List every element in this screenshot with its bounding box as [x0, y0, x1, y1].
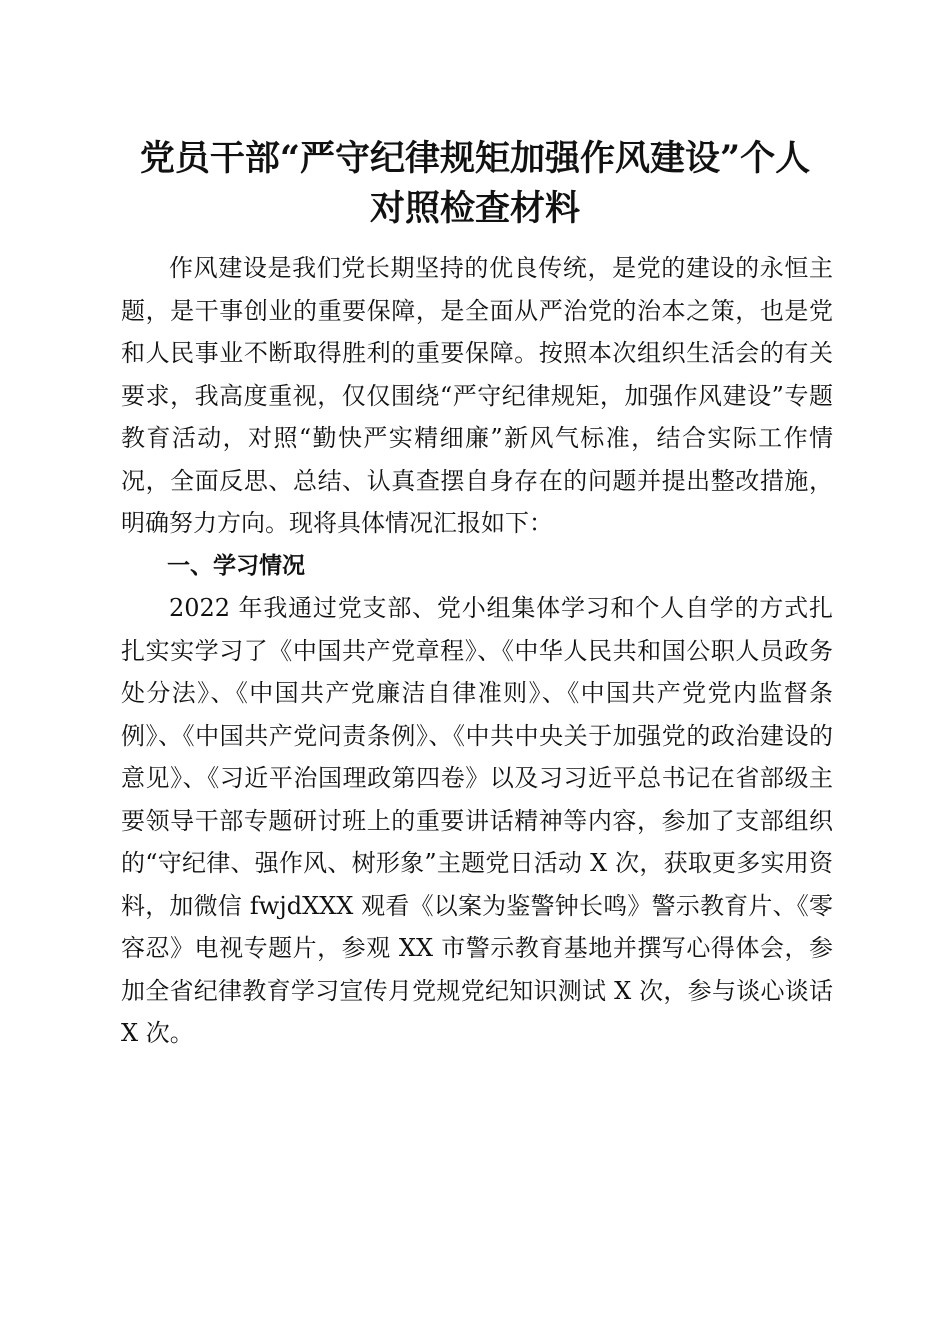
section-heading-study: 一、学习情况	[167, 552, 305, 579]
document-body	[121, 247, 833, 1055]
study-paragraph: 2022 年我通过党支部、党小组集体学习和个人自学的方式扎扎实实学习了《中国共产党章程》、《中华人民共和国公职人员政务处分法》、《中国共产党廉洁自律准则》、《中国共产党党内监督条例》、《中国共产党问责条例》、《中共中央关于加强党的政治建设的意见》、《习近平治国理政第四卷》以及习习近平总书记在省部级主要领导干部专题研讨班上的重要讲话精神等内容，参加了支部组织的“守纪律、强作风、树形象”主题党日活动 X 次，获取更多实用资料，加微信 fwjdXXX 观看《以案为鉴警钟长鸣》警示教育片、《零容忍》电视专题片，参观 XX 市警示教育基地并撰写心得体会，参加全省纪律教育学习宣传月党规党纪知识测试 X 次，参与谈心谈话 X 次。	[121, 594, 833, 1047]
title-line-1: 党员干部“严守纪律规矩加强作风建设”个人	[139, 138, 811, 179]
intro-paragraph: 作风建设是我们党长期坚持的优良传统，是党的建设的永恒主题，是干事创业的重要保障，是全面从严治党的治本之策，也是党和人民事业不断取得胜利的重要保障。按照本次组织生活会的有关要求，我高度重视，仅仅围绕“严守纪律规矩，加强作风建设”专题教育活动，对照“勤快严实精细廉”新风气标准，结合实际工作情况，全面反思、总结、认真查摆自身存在的问题并提出整改措施，明确努力方向。现将具体情况汇报如下：	[121, 254, 833, 537]
document-title	[110, 134, 840, 234]
title-line-2: 对照检查材料	[369, 188, 580, 229]
